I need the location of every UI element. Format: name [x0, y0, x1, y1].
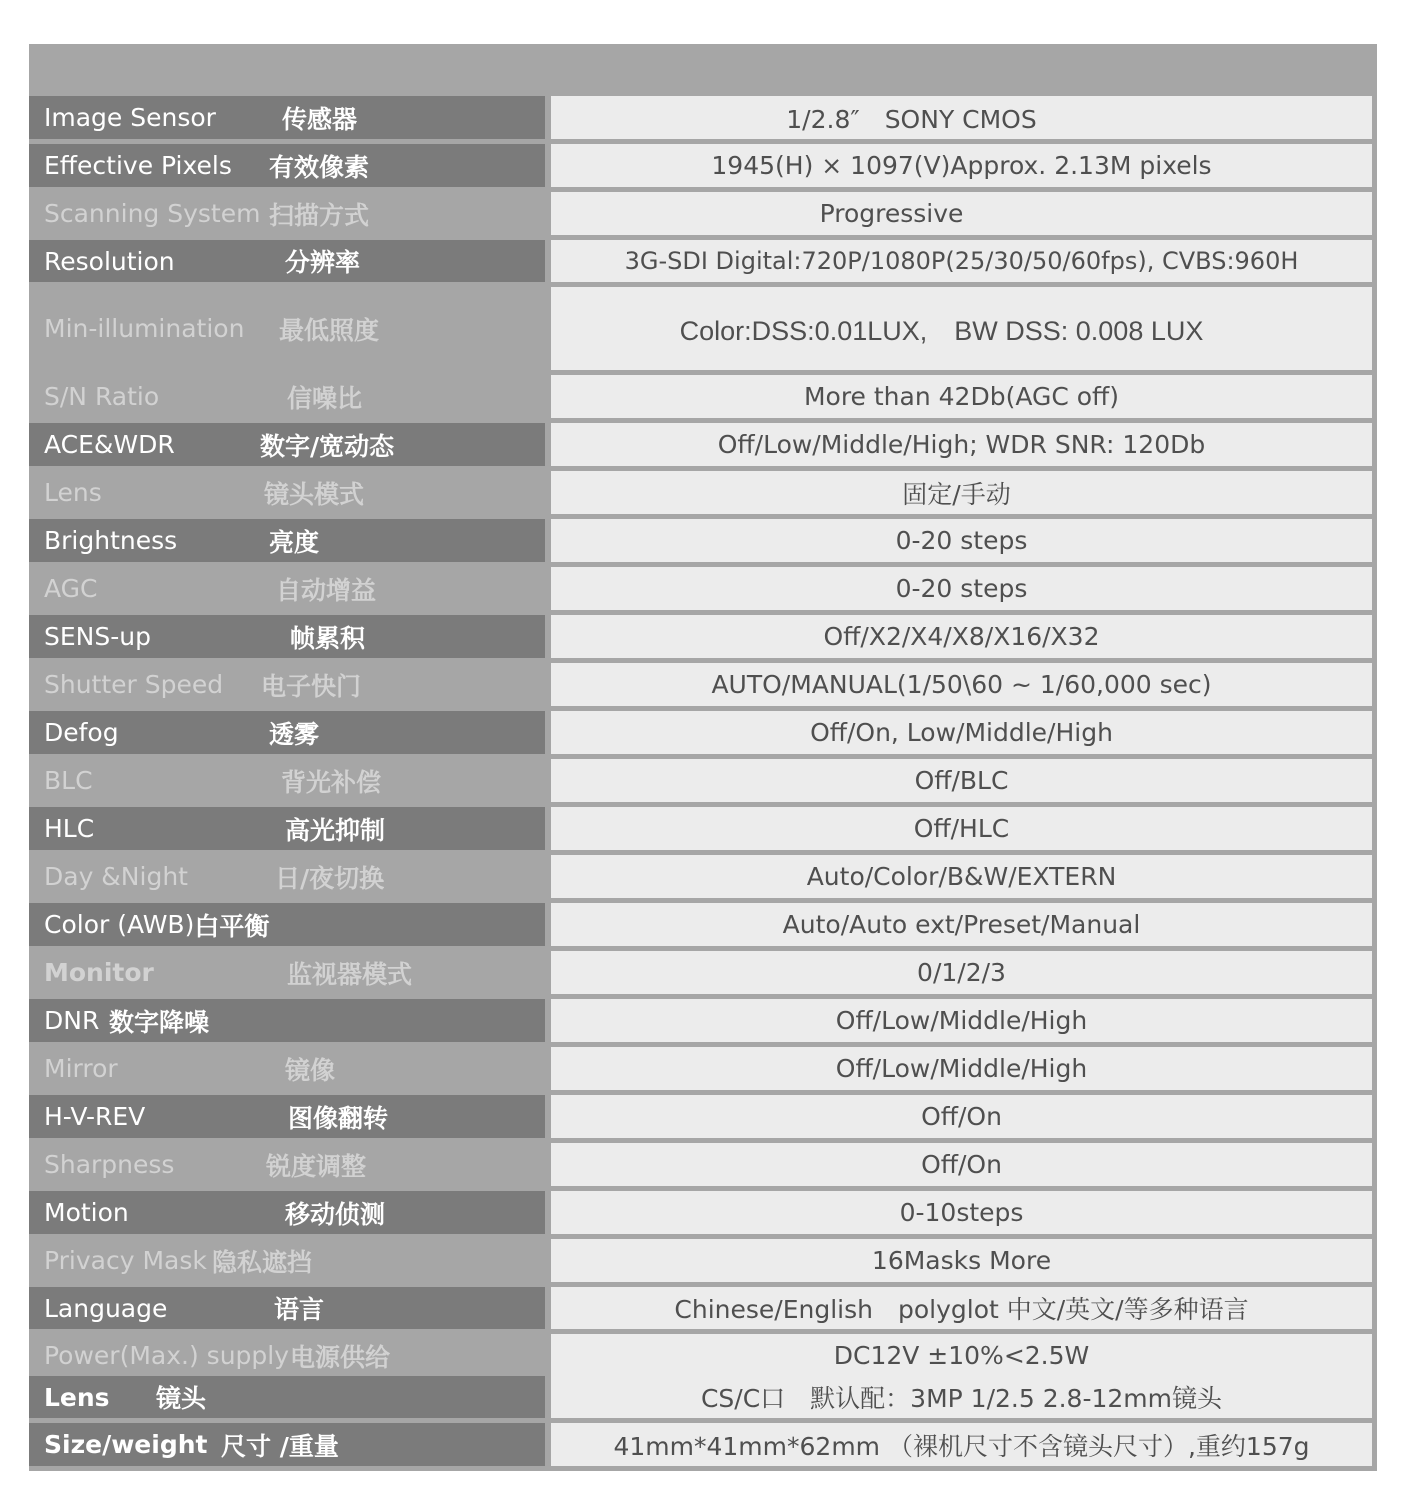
table-row: [29, 192, 1377, 240]
label-cn: 亮度: [269, 527, 320, 557]
row-label: [29, 759, 545, 802]
table-row: [29, 519, 1377, 567]
row-value: Off/BLC: [551, 759, 1372, 802]
row-value: Off/X2/X4/X8/X16/X32: [551, 615, 1372, 658]
label-en: Brightness: [44, 526, 178, 555]
label-en: Color (AWB): [44, 910, 195, 939]
row-label: [29, 807, 545, 850]
row-label: [29, 1239, 545, 1282]
row-value: 3G-SDI Digital:720P/1080P(25/30/50/60fps), CVBS:960H: [551, 240, 1372, 282]
row-label: [29, 375, 545, 418]
row-value: Color:DSS:0.01LUX, BW DSS: 0.008 LUX: [551, 287, 1372, 370]
label-cn: 自动增益: [276, 575, 377, 605]
table-row: [29, 855, 1377, 903]
label-cn: 信噪比: [287, 383, 363, 413]
label-en: DNR: [44, 1006, 100, 1035]
row-value: CS/C口 默认配：3MP 1/2.5 2.8-12mm镜头: [551, 1376, 1372, 1418]
row-label: [29, 615, 545, 658]
table-row: [29, 144, 1377, 192]
label-en: Sharpness: [44, 1150, 175, 1179]
label-cn: 传感器: [282, 104, 358, 134]
row-label: [29, 663, 545, 706]
row-label: [29, 471, 545, 514]
row-label: [29, 287, 545, 370]
table-row: [29, 999, 1377, 1047]
table-row: [29, 1143, 1377, 1191]
row-label: [29, 999, 545, 1042]
label-en: Shutter Speed: [44, 670, 224, 699]
table-row: [29, 287, 1377, 375]
row-label: [29, 519, 545, 562]
label-cn: 高光抑制: [285, 815, 386, 845]
label-cn: 监视器模式: [287, 959, 413, 989]
row-value: Off/HLC: [551, 807, 1372, 850]
row-label: [29, 1376, 545, 1418]
label-cn: 镜像: [285, 1055, 336, 1085]
label-cn: 电源供给: [290, 1342, 391, 1372]
label-cn: 数字降噪: [109, 1007, 210, 1037]
label-en: Power(Max.) supply: [44, 1341, 290, 1370]
spec-table: [29, 44, 1377, 1471]
label-cn: 最低照度: [279, 315, 380, 345]
table-row: [29, 471, 1377, 519]
row-label: [29, 951, 545, 994]
row-label: [29, 96, 545, 139]
row-label: [29, 240, 545, 282]
label-en: BLC: [44, 766, 93, 795]
table-row: [29, 1287, 1377, 1334]
row-value: 41mm*41mm*62mm （裸机尺寸不含镜头尺寸）,重约157g: [551, 1423, 1372, 1466]
label-cn: 锐度调整: [266, 1151, 367, 1181]
table-row: [29, 1047, 1377, 1095]
row-label: [29, 144, 545, 187]
label-cn: 镜头: [156, 1384, 207, 1413]
row-value: 0/1/2/3: [551, 951, 1372, 994]
row-label: [29, 1191, 545, 1234]
row-value: 0-20 steps: [551, 519, 1372, 562]
label-cn: 日/夜切换: [275, 863, 385, 893]
row-value: Off/Low/Middle/High: [551, 1047, 1372, 1090]
row-value: Off/Low/Middle/High; WDR SNR: 120Db: [551, 423, 1372, 466]
table-row: [29, 423, 1377, 471]
table-row: [29, 759, 1377, 807]
label-en: Day &Night: [44, 862, 188, 891]
row-value: 16Masks More: [551, 1239, 1372, 1282]
label-cn: 分辨率: [285, 248, 361, 277]
label-cn: 镜头模式: [264, 479, 365, 509]
label-en: Size/weight: [44, 1430, 208, 1459]
label-en: AGC: [44, 574, 98, 603]
label-en: Resolution: [44, 246, 175, 276]
table-row: [29, 663, 1377, 711]
label-en: Lens: [44, 478, 102, 507]
label-cn: 数字/宽动态: [260, 431, 395, 461]
row-label: [29, 711, 545, 754]
label-cn: 语言: [274, 1295, 325, 1324]
table-row: [29, 1334, 1377, 1382]
label-cn: 隐私遮挡: [212, 1247, 313, 1277]
label-en: Defog: [44, 718, 119, 747]
table-row: [29, 1239, 1377, 1287]
row-value: DC12V ±10%<2.5W: [551, 1334, 1372, 1377]
label-en: Effective Pixels: [44, 151, 232, 180]
table-header-bar: [29, 44, 1377, 94]
row-value: Auto/Color/B&W/EXTERN: [551, 855, 1372, 898]
table-row: [29, 1376, 1377, 1423]
label-cn: 电子快门: [261, 671, 362, 701]
row-value: 0-20 steps: [551, 567, 1372, 610]
table-row: [29, 96, 1377, 144]
row-value: Chinese/English polyglot 中文/英文/等多种语言: [551, 1287, 1372, 1329]
row-label: [29, 1143, 545, 1186]
label-en: Mirror: [44, 1054, 118, 1083]
row-label: [29, 855, 545, 898]
label-en: HLC: [44, 814, 95, 843]
label-en: Motion: [44, 1198, 129, 1227]
label-en: SENS-up: [44, 622, 151, 651]
row-label: [29, 423, 545, 466]
label-cn: 扫描方式: [269, 200, 370, 230]
label-cn: 白平衡: [194, 911, 270, 941]
table-row: [29, 1095, 1377, 1143]
label-en: Monitor: [44, 958, 154, 987]
table-row: [29, 951, 1377, 999]
row-value: AUTO/MANUAL(1/50\60 ~ 1/60,000 sec): [551, 663, 1372, 706]
row-label: [29, 1047, 545, 1090]
row-label: [29, 1423, 545, 1466]
table-row: [29, 711, 1377, 759]
label-en: Language: [44, 1293, 168, 1323]
row-label: [29, 903, 545, 946]
row-value: Off/Low/Middle/High: [551, 999, 1372, 1042]
row-label: [29, 192, 545, 235]
label-cn: 有效像素: [269, 152, 370, 182]
table-row: [29, 1191, 1377, 1239]
row-value: Off/On: [551, 1095, 1372, 1138]
row-value: 1/2.8″ SONY CMOS: [551, 96, 1372, 139]
table-row: [29, 903, 1377, 951]
row-value: Off/On: [551, 1143, 1372, 1186]
label-en: Image Sensor: [44, 103, 216, 132]
row-value: Off/On, Low/Middle/High: [551, 711, 1372, 754]
label-en: Min-illumination: [44, 314, 245, 343]
row-label: [29, 1095, 545, 1138]
row-value: 1945(H) × 1097(V)Approx. 2.13M pixels: [551, 144, 1372, 187]
label-en: ACE&WDR: [44, 430, 175, 459]
label-cn: 背光补偿: [281, 767, 382, 797]
label-en: Scanning System: [44, 199, 261, 228]
label-en: Privacy Mask: [44, 1246, 207, 1275]
table-row: [29, 240, 1377, 287]
label-en: S/N Ratio: [44, 382, 160, 411]
row-value: 0-10steps: [551, 1191, 1372, 1234]
label-en: Lens: [44, 1382, 110, 1412]
row-label: [29, 567, 545, 610]
table-row: [29, 375, 1377, 423]
label-cn: 帧累积: [290, 623, 366, 653]
row-label: [29, 1287, 545, 1329]
label-cn: 尺寸 /重量: [221, 1431, 339, 1461]
row-label: [29, 1334, 545, 1377]
label-cn: 移动侦测: [285, 1199, 386, 1229]
label-en: H-V-REV: [44, 1102, 146, 1131]
table-row: [29, 1423, 1377, 1471]
label-cn: 透雾: [269, 719, 320, 749]
table-row: [29, 567, 1377, 615]
row-value: Progressive: [551, 192, 1372, 235]
table-row: [29, 615, 1377, 663]
row-value: More than 42Db(AGC off): [551, 375, 1372, 418]
table-row: [29, 807, 1377, 855]
row-value: 固定/手动: [551, 471, 1372, 514]
row-value: Auto/Auto ext/Preset/Manual: [551, 903, 1372, 946]
label-cn: 图像翻转: [288, 1103, 389, 1133]
